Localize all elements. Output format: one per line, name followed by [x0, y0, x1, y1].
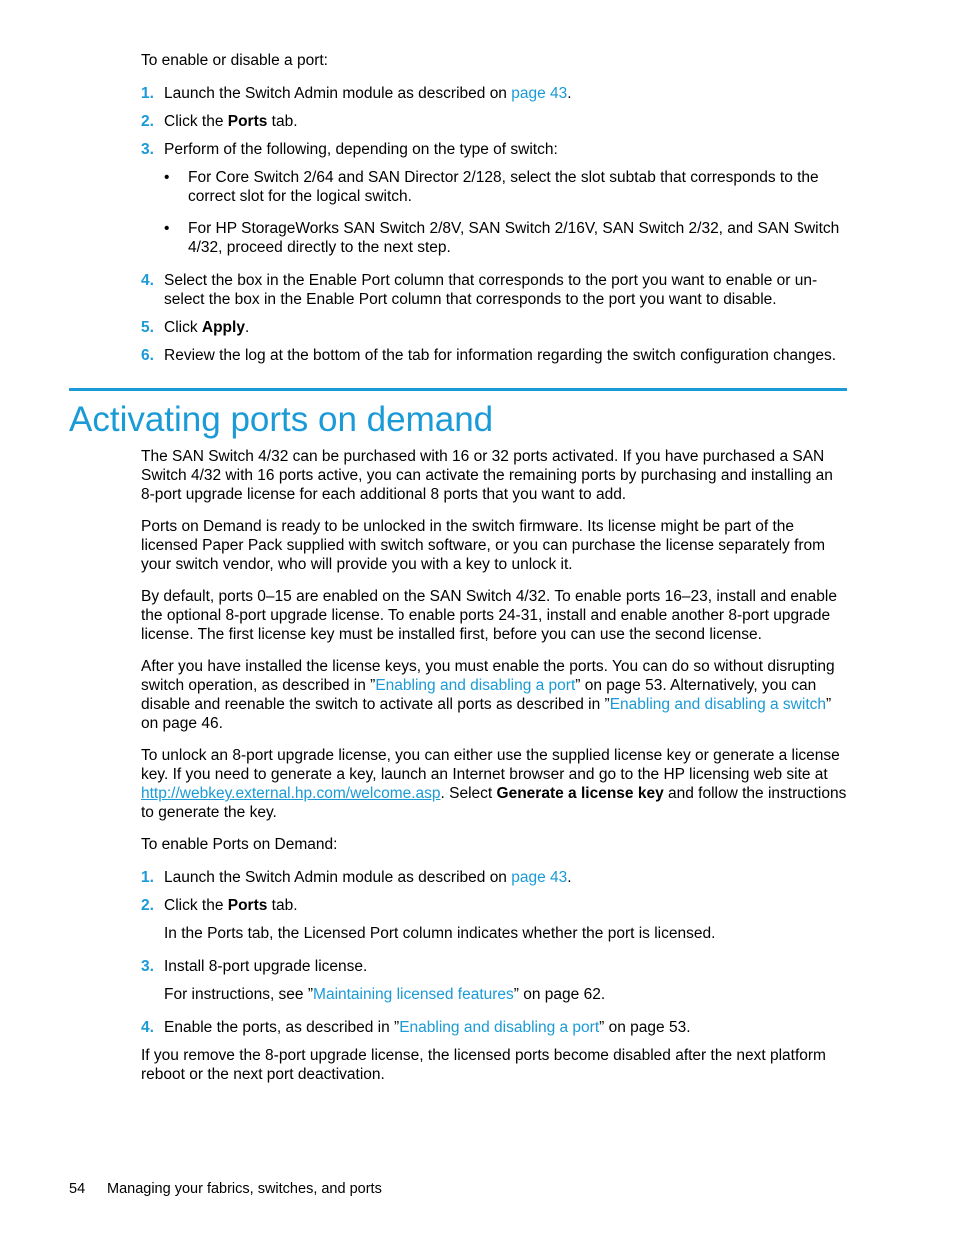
step-number: 1. [141, 869, 154, 886]
footer-title: Managing your fabrics, switches, and ports [107, 1181, 382, 1197]
paragraph-4: After you have installed the license keys, you must enable the ports. You can do so without disrupting switch operation, as described in ”Enabling and disabling a port” on page 53. Alternatively, you can disable and reenable the switch to activate all ports as described in ”Enabling and disabling a switch” on page 46. [141, 658, 835, 732]
step-text: Install 8-port upgrade license. [164, 958, 368, 975]
bullet-marker: • [164, 220, 170, 237]
step-number: 2. [141, 897, 154, 914]
step-number: 3. [141, 141, 154, 158]
intro-text: To enable or disable a port: [141, 52, 328, 69]
step-text: Launch the Switch Admin module as described on page 43. [164, 869, 572, 886]
step-number: 5. [141, 319, 154, 336]
paragraph-6: To enable Ports on Demand: [141, 836, 338, 853]
step-number: 3. [141, 958, 154, 975]
paragraph-3: By default, ports 0–15 are enabled on the SAN Switch 4/32. To enable ports 16–23, install and enable the optional 8-port upgrade license. To enable ports 24-31, install and enable another 8-port upgrade license. The first license key must be installed first, before you can use the second license. [141, 588, 837, 643]
paragraph-2: Ports on Demand is ready to be unlocked in the switch firmware. Its license might be part of the licensed Paper Pack supplied with switch software, or you can purchase the license separately from your switch vendor, who will provide you with a key to unlock it. [141, 518, 826, 573]
step-text: Review the log at the bottom of the tab for information regarding the switch configuration changes. [164, 347, 837, 364]
step-text: Perform of the following, depending on the type of switch: [164, 141, 558, 158]
hp-webkey-url-link[interactable]: http://webkey.external.hp.com/welcome.asp [141, 785, 441, 802]
step-text: Click Apply. [164, 319, 250, 336]
step-2-note: In the Ports tab, the Licensed Port column indicates whether the port is licensed. [164, 925, 716, 942]
enabling-disabling-port-link[interactable]: Enabling and disabling a port [375, 677, 576, 694]
step-text: Click the Ports tab. [164, 113, 298, 130]
step-number: 4. [141, 272, 154, 289]
step-number: 4. [141, 1019, 154, 1036]
step-text: Enable the ports, as described in ”Enabling and disabling a port” on page 53. [164, 1019, 691, 1036]
section-divider [69, 388, 847, 391]
paragraph-1: The SAN Switch 4/32 can be purchased with 16 or 32 ports activated. If you have purchased a SAN Switch 4/32 with 16 ports active, you can activate the remaining ports by purchasing and installing an 8-port upgrade license for each additional 8 ports that you want to add. [141, 448, 833, 503]
enabling-disabling-switch-link[interactable]: Enabling and disabling a switch [609, 696, 826, 713]
page-43-link[interactable]: page 43 [511, 869, 568, 886]
bullet-text: For HP StorageWorks SAN Switch 2/8V, SAN Switch 2/16V, SAN Switch 2/32, and SAN Switch 4/32, proceed directly to the next step. [188, 220, 840, 256]
step-number: 6. [141, 347, 154, 364]
page-43-link[interactable]: page 43 [511, 85, 568, 102]
step-text: Select the box in the Enable Port column that corresponds to the port you want to enable or un-select the box in the Enable Port column that corresponds to the port you want to disable. [164, 272, 818, 308]
step-3-note: For instructions, see ”Maintaining licensed features” on page 62. [164, 986, 606, 1003]
paragraph-5: To unlock an 8-port upgrade license, you can either use the supplied license key or generate a license key. If you need to generate a key, launch an Internet browser and go to the HP licensing web site at http://webkey.external.hp.com/welcome.asp. Select Generate a license key and follow the instructions to generate the key. [141, 747, 847, 821]
closing-paragraph: If you remove the 8-port upgrade license, the licensed ports become disabled after the next platform reboot or the next port deactivation. [141, 1047, 826, 1083]
step-text: Click the Ports tab. [164, 897, 298, 914]
page-number: 54 [69, 1181, 86, 1197]
step-number: 1. [141, 85, 154, 102]
step-text: Launch the Switch Admin module as described on page 43. [164, 85, 572, 102]
bullet-text: For Core Switch 2/64 and SAN Director 2/128, select the slot subtab that corresponds to the correct slot for the logical switch. [188, 169, 819, 205]
enabling-disabling-port-link[interactable]: Enabling and disabling a port [399, 1019, 600, 1036]
step-number: 2. [141, 113, 154, 130]
bullet-marker: • [164, 169, 170, 186]
maintaining-licensed-features-link[interactable]: Maintaining licensed features [313, 986, 514, 1003]
section-heading: Activating ports on demand [69, 400, 494, 439]
